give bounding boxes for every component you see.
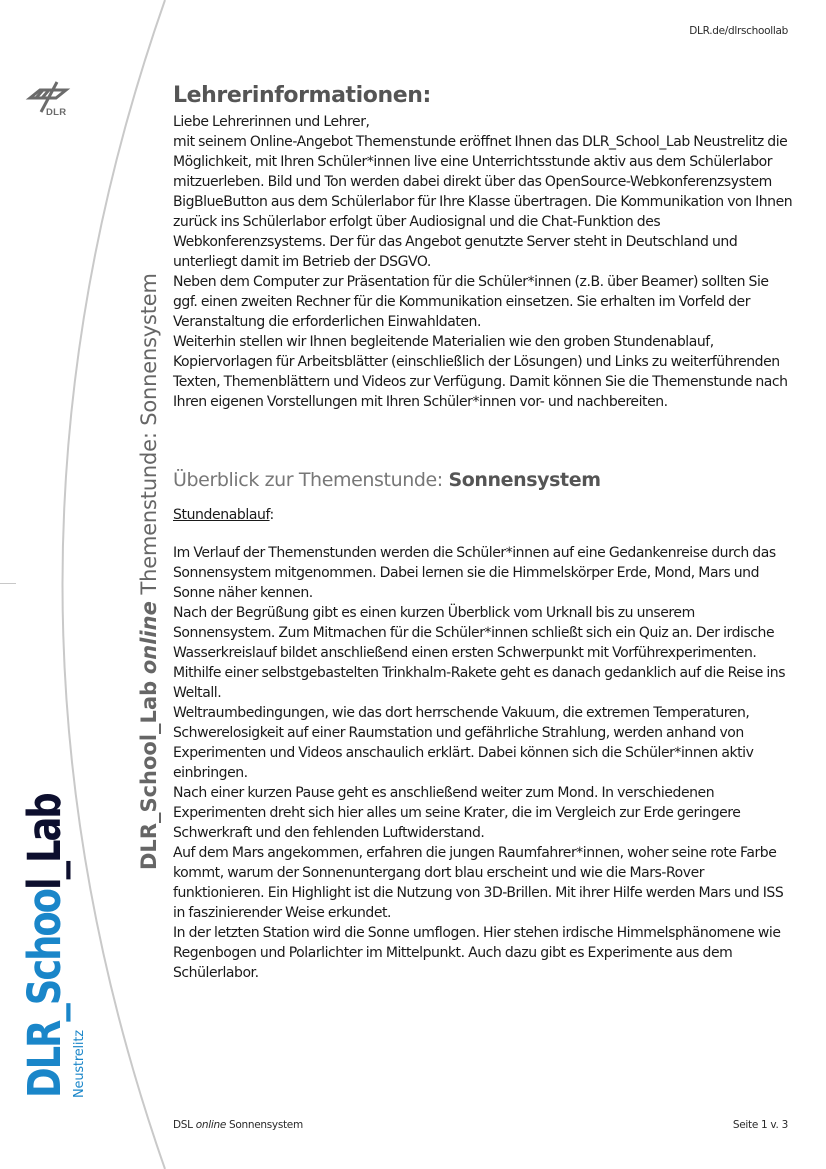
- intro-paragraph: Neben dem Computer zur Präsentation für die Schüler*innen (z.B. über Beamer) sollten Sie ggf. einen zweiten Rechner für die Kommunikation einsetzen. Sie erhalten im Vorfeld der Veranstaltung die erforderlichen Einwahldaten.: [173, 274, 769, 330]
- flow-paragraph: Auf dem Mars angekommen, erfahren die jungen Raumfahrer*innen, woher seine rote Farbe kommt, warum der Sonnenuntergang dort blau erscheint und wie die Mars-Rover funktionieren. Ein Highlight ist die Nutzung von 3D-Brillen. Mit ihrer Hilfe werden Mars und ISS in faszinierender Weise erkundet.: [173, 845, 784, 921]
- footer-online: online: [195, 1119, 226, 1131]
- lesson-flow: [173, 543, 795, 983]
- page-title: Lehrerinformationen:: [173, 83, 431, 108]
- section-title-prefix: Überblick zur Themenstunde:: [173, 469, 449, 491]
- vertical-title-brand: DLR_School_Lab: [137, 680, 161, 870]
- subsection-label: Stundenablauf: [173, 507, 270, 523]
- footer-page-info: Seite 1 v. 3: [732, 1119, 788, 1131]
- flow-paragraph: Nach der Begrüßung gibt es einen kurzen Überblick vom Urknall bis zu unserem Sonnensystem. Zum Mitmachen für die Schüler*innen schließt sich ein Quiz an. Der irdische Wasserkreislauf bildet anschließend einen ersten Schwerpunkt mit Vorführexperimenten. Mithilfe einer selbstgebastelten Trinkhalm-Rakete geht es danach gedanklich auf die Reise ins Weltall.: [173, 605, 786, 701]
- intro-paragraph: Weiterhin stellen wir Ihnen begleitende Materialien wie den groben Stundenablauf, Kopiervorlagen für Arbeitsblätter (einschließlich der Lösungen) und Links zu weiterführenden Texten, Themenblättern und Videos zur Verfügung. Damit können Sie die Themenstunde nach Ihren eigenen Vorstellungen mit Ihren Schüler*innen vor- und nachbereiten.: [173, 334, 788, 410]
- section-title-topic: Sonnensystem: [448, 469, 601, 491]
- vertical-title-topic: Themenstunde: Sonnensystem: [137, 273, 161, 595]
- school-lab-wordmark: [18, 794, 71, 1098]
- school-lab-logo: [18, 728, 87, 1098]
- dlr-logo: [22, 80, 72, 122]
- footer-suffix: Sonnensystem: [225, 1119, 303, 1131]
- intro-paragraph: mit seinem Online-Angebot Themenstunde eröffnet Ihnen das DLR_School_Lab Neustrelitz die Möglichkeit, mit Ihren Schüler*innen live eine Unterrichtsstunde aktiv aus dem Schülerlabor mitzuerleben. Bild und Ton werden dabei direkt über das OpenSource-Webkonferenzsystem BigBlueButton aus dem Schülerlabor für Ihre Klasse übertragen. Die Kommunikation von Ihnen zurück ins Schülerlabor erfolgt über Audiosignal und die Chat-Funktion des Webkonferenzsystems. Der für das Angebot genutzte Server steht in Deutschland und unterliegt damit im Betrieb der DSGVO.: [173, 134, 793, 270]
- subsection-heading: [173, 505, 795, 525]
- school-lab-location: Neustrelitz: [72, 1030, 87, 1098]
- salutation: Liebe Lehrerinnen und Lehrer,: [173, 114, 370, 130]
- header-url[interactable]: DLR.de/dlrschoollab: [689, 25, 788, 37]
- flow-paragraph: In der letzten Station wird die Sonne umflogen. Hier stehen irdische Himmelsphänomene wie Regenbogen und Polarlichter im Mittelpunkt. Auch dazu gibt es Experimente aus dem Schülerlabor.: [173, 925, 781, 981]
- footer-document-name: [173, 1119, 303, 1131]
- flow-paragraph: Im Verlauf der Themenstunden werden die Schüler*innen auf eine Gedankenreise durch das Sonnensystem mitgenommen. Dabei lernen sie die Himmelskörper Erde, Mond, Mars und Sonne näher kennen.: [173, 545, 776, 601]
- dlr-logo-text: DLR: [46, 107, 67, 118]
- subsection-colon: :: [269, 507, 274, 523]
- main-content: [173, 80, 795, 983]
- flow-paragraph: Weltraumbedingungen, wie das dort herrschende Vakuum, die extremen Temperaturen, Schwerelosigkeit auf einer Raumstation und gefährliche Strahlung, werden anhand von Experimenten und Videos anschaulich erklärt. Dabei können sich die Schüler*innen aktiv einbringen.: [173, 705, 754, 781]
- side-rule: [0, 583, 16, 584]
- vertical-title: [137, 273, 161, 870]
- section-title: [173, 467, 795, 493]
- flow-paragraph: Nach einer kurzen Pause geht es anschließend weiter zum Mond. In verschiedenen Experimenten dreht sich hier alles um seine Krater, die im Vergleich zur Erde geringere Schwerkraft und den fehlenden Luftwiderstand.: [173, 785, 741, 841]
- footer-prefix: DSL: [173, 1119, 196, 1131]
- school-lab-wordmark-blue: DLR_Schoo: [18, 890, 71, 1098]
- vertical-title-online: online: [137, 601, 161, 675]
- school-lab-wordmark-dark: l_Lab: [18, 794, 71, 891]
